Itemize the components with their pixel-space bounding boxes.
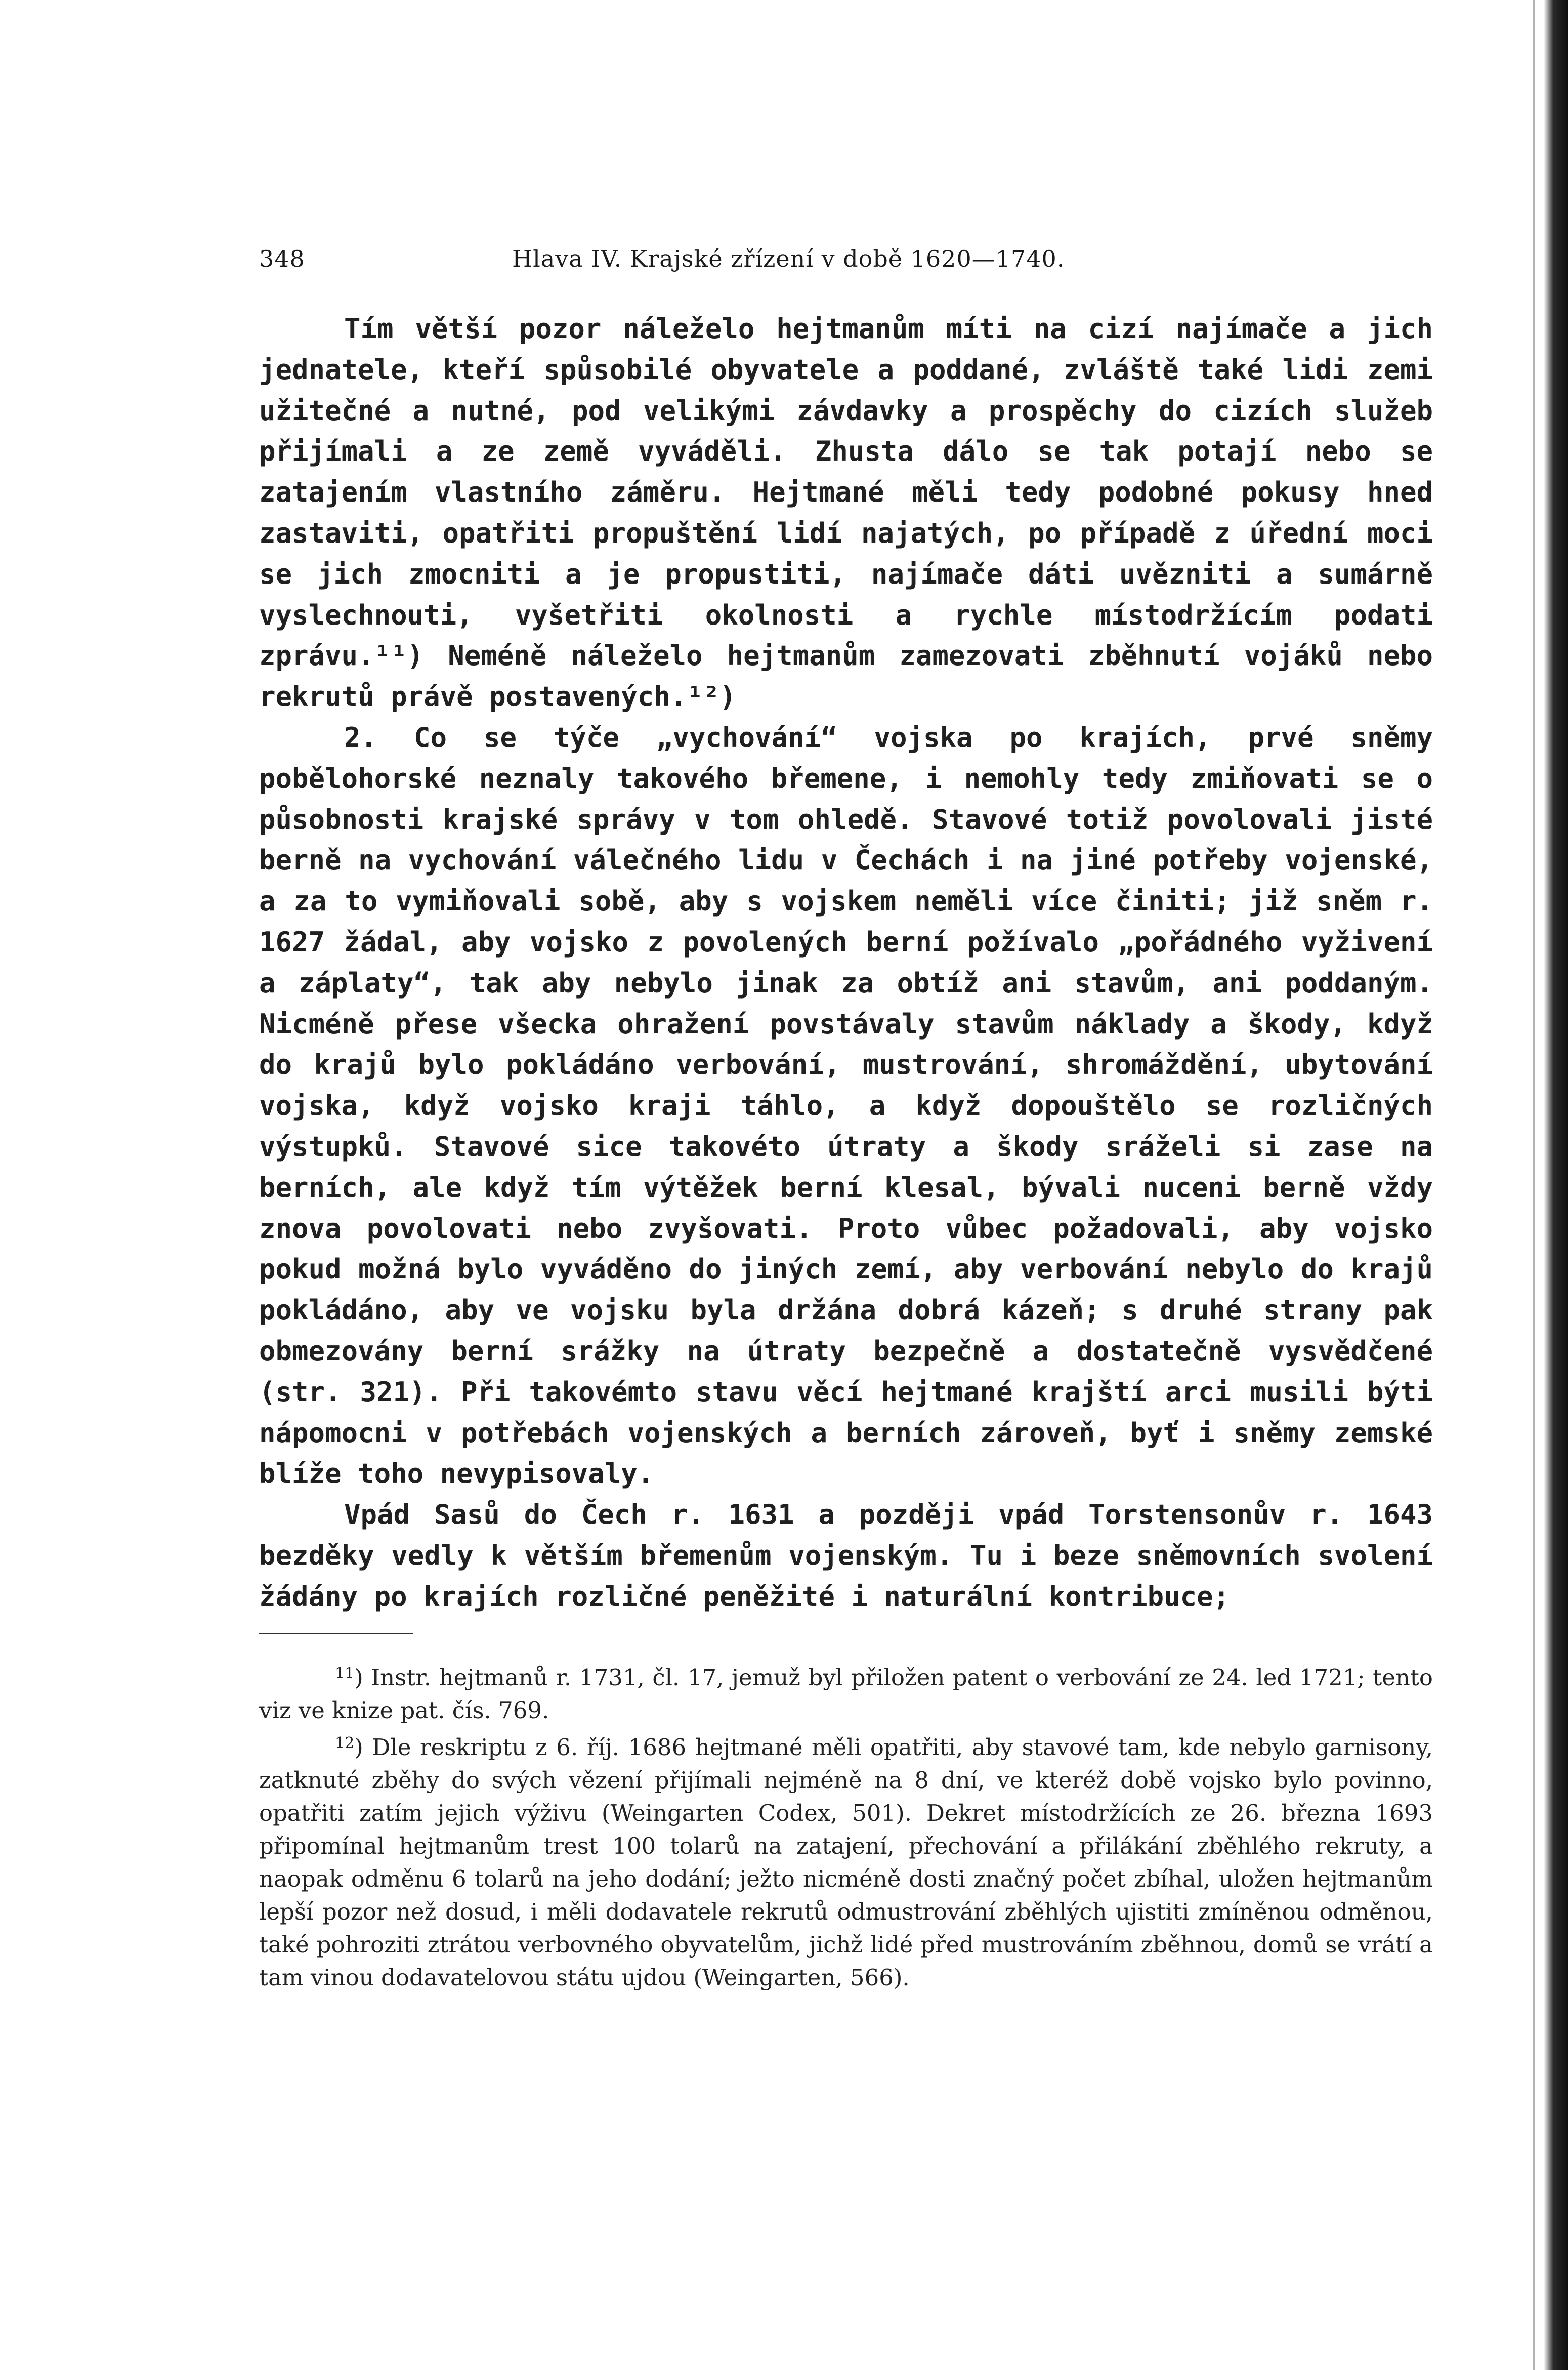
footnotes bbox=[259, 1657, 1433, 1994]
footnote-divider bbox=[259, 1633, 413, 1634]
page-header bbox=[259, 245, 1347, 280]
main-text bbox=[259, 309, 1433, 1617]
footnote-mark-11: 11 bbox=[335, 1665, 355, 1682]
page-number: 348 bbox=[259, 245, 305, 272]
scan-fold-line bbox=[1533, 0, 1535, 2370]
footnote-text-12: ) Dle reskriptu z 6. říj. 1686 hejtmané měli opatřiti, aby stavové tam, kde nebylo garnisony, zatknuté zběhy do svých vězení přijímali nejméně na 8 dní, ve kteréž době vojsko bylo povinno, opatřiti zatím jejich výživu (Weingarten Codex, 501). Dekret místodržících ze 26. března 1693 připomínal hejtmanům trest 100 tolarů na zatajení, přechování a přilákání zběhlého rekruty, a naopak odměnu 6 tolarů na jeho dodání; ježto nicméně dosti značný počet zbíhal, uložen hejtmanům lepší pozor než dosud, i měli dodavatele rekrutů odmustrování zběhlých ujistiti zmíněnou odměnou, také pohroziti ztrátou verbovného obyvatelům, jichž lidé před mustrováním zběhnou, domů se vrátí a tam vinou dodavatelovou státu ujdou (Weingarten, 566). bbox=[259, 1734, 1433, 1991]
footnote-mark-12: 12 bbox=[335, 1734, 355, 1752]
footnote-12 bbox=[259, 1727, 1433, 1994]
paragraph-2: 2. Co se týče „vychování“ vojska po krajích, prvé sněmy pobělohorské neznaly takového břemene, i nemohly tedy zmiňovati se o působnosti krajské správy v tom ohledě. Stavové totiž povolovali jisté berně na vychování válečného lidu v Čechách i na jiné potřeby vojenské, a za to vymiňovali sobě, aby s vojskem neměli více činiti; již sněm r. 1627 žádal, aby vojsko z povolených berní požívalo „pořádného vyživení a záplaty“, tak aby nebylo jinak za obtíž ani stavům, ani poddaným. Nicméně přese všecka ohražení povstávaly stavům náklady a škody, když do krajů bylo pokládáno verbování, mustrování, shromáždění, ubytování vojska, když vojsko kraji táhlo, a když dopouštělo se rozličných výstupků. Stavové sice takovéto útraty a škody sráželi si zase na berních, ale když tím výtěžek berní klesal, bývali nuceni berně vždy znova povolovati nebo zvyšovati. Proto vůbec požadovali, aby vojsko pokud možná bylo vyváděno do jiných zemí, aby verbování nebylo do krajů pokládáno, aby ve vojsku byla držána dobrá kázeň; s druhé strany pak obmezovány berní srážky na útraty bezpečně a dostatečně vysvědčené (str. 321). Při takovémto stavu věcí hejtmané krajští arci musili býti nápomocni v potřebách vojenských a berních zároveň, byť i sněmy zemské blíže toho nevypisovaly. bbox=[259, 721, 1433, 1490]
paragraph-1: Tím větší pozor náleželo hejtmanům míti na cizí najímače a jich jednatele, kteří spůsobilé obyvatele a poddané, zvláště také lidi zemi užitečné a nutné, pod velikými závdavky a prospěchy do cizích služeb přijímali a ze země vyváděli. Zhusta dálo se tak potají nebo se zatajením vlastního záměru. Hejtmané měli tedy podobné pokusy hned zastaviti, opatřiti propuštění lidí najatých, po případě z úřední moci se jich zmocniti a je propustiti, najímače dáti uvězniti a sumárně vyslechnouti, vyšetřiti okolnosti a rychle místodržícím podati zprávu.¹¹) Neméně náleželo hejtmanům zamezovati zběhnutí vojáků nebo rekrutů právě postavených.¹²) bbox=[259, 313, 1433, 713]
paragraph-3: Vpád Sasů do Čech r. 1631 a později vpád Torstensonův r. 1643 bezděky vedly k větším břemenům vojenským. Tu i beze sněmovních svolení žádány po krajích rozličné peněžité i naturální kontribuce; bbox=[259, 1499, 1433, 1612]
scan-page-edge bbox=[1544, 0, 1568, 2370]
footnote-11 bbox=[259, 1657, 1433, 1727]
footnote-text-11: ) Instr. hejtmanů r. 1731, čl. 17, jemuž byl přiložen patent o verbování ze 24. led 1721; tento viz ve knize pat. čís. 769. bbox=[259, 1664, 1433, 1724]
running-head: Hlava IV. Krajské zřízení v době 1620—1740. bbox=[512, 245, 1065, 272]
